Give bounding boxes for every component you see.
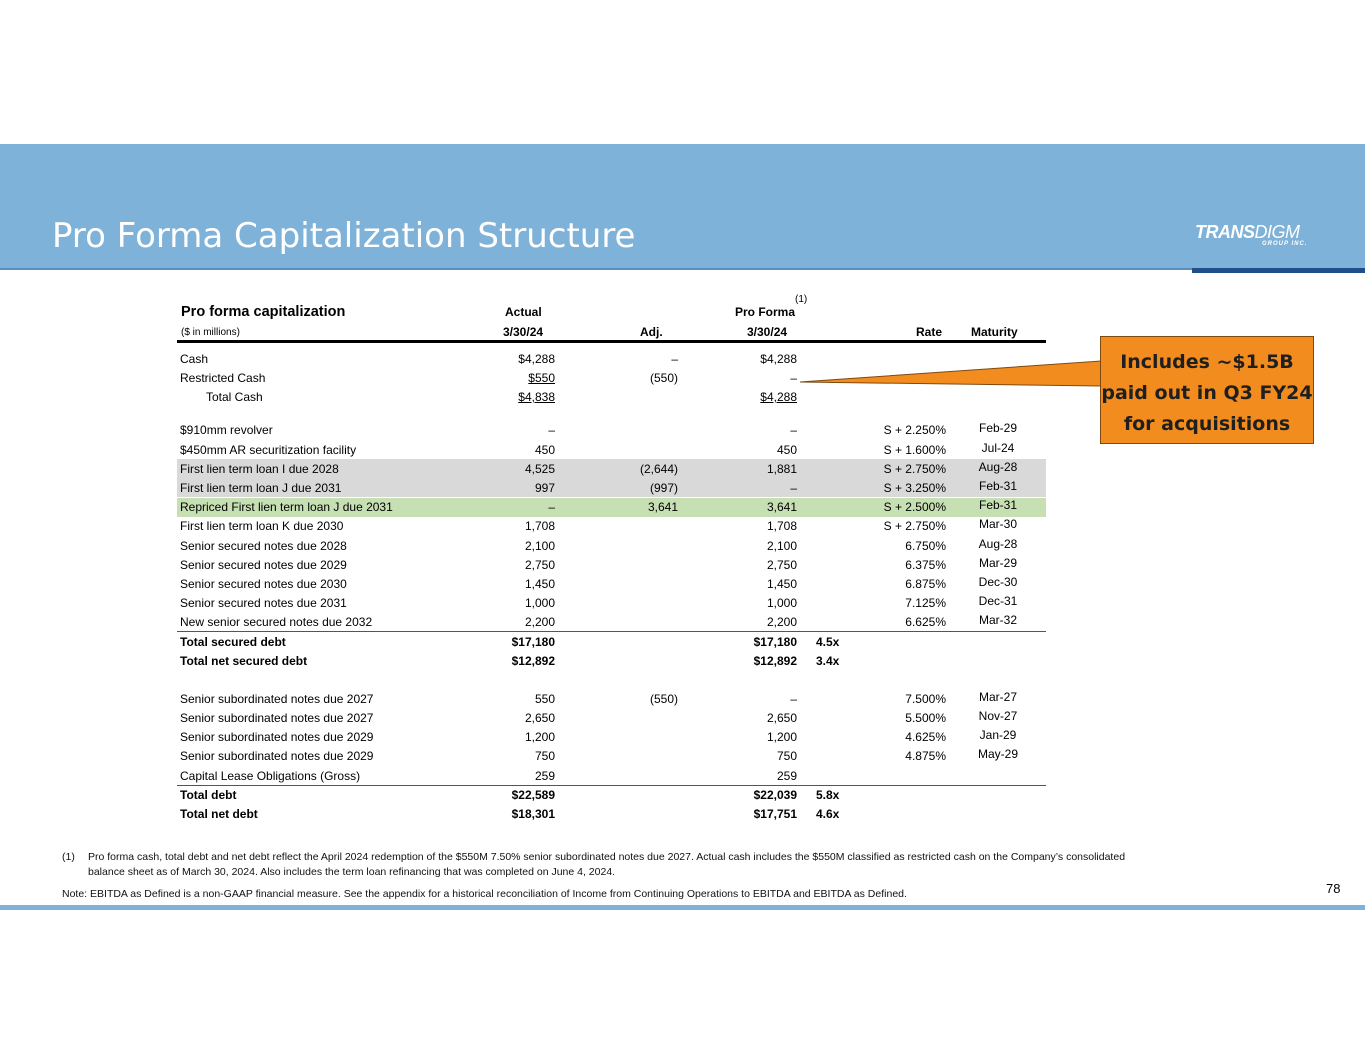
row-rate: 4.625% <box>905 730 946 744</box>
row-multiple: 5.8x <box>816 788 840 802</box>
row-maturity: Mar-29 <box>978 556 1017 570</box>
row-label: Total net debt <box>180 807 258 821</box>
row-rate: 5.500% <box>905 711 946 725</box>
acquisitions-callout <box>1100 336 1314 444</box>
row-maturity: Dec-30 <box>978 575 1018 589</box>
row-actual: 2,100 <box>524 539 555 553</box>
col-header-proforma-date: 3/30/24 <box>747 325 788 339</box>
row-label: Senior secured notes due 2030 <box>180 577 347 591</box>
row-label: Senior subordinated notes due 2029 <box>180 730 374 744</box>
row-maturity: Nov-27 <box>978 709 1018 723</box>
col-header-proforma: Pro Forma <box>735 305 796 319</box>
col-header-rate: Rate <box>916 325 943 339</box>
callout-line-1: Includes ~$1.5B <box>1120 351 1294 373</box>
row-label: First lien term loan K due 2030 <box>180 519 344 533</box>
row-label: Senior secured notes due 2028 <box>180 539 347 553</box>
row-actual: $4,838 <box>518 390 555 404</box>
row-actual: $550 <box>528 371 555 385</box>
row-maturity: Mar-30 <box>978 517 1017 531</box>
row-maturity: Feb-31 <box>978 479 1018 493</box>
row-proforma: 750 <box>776 749 797 763</box>
row-proforma: $12,892 <box>753 654 797 668</box>
row-actual: $4,288 <box>518 352 555 366</box>
row-actual: 259 <box>534 769 555 783</box>
row-label: Senior subordinated notes due 2027 <box>180 711 374 725</box>
row-label: Capital Lease Obligations (Gross) <box>180 769 361 783</box>
row-label: Senior subordinated notes due 2029 <box>180 749 374 763</box>
row-maturity: Jul-24 <box>981 441 1015 455</box>
row-maturity: Feb-31 <box>978 498 1018 512</box>
row-label: Senior subordinated notes due 2027 <box>180 692 374 706</box>
row-rate: 6.625% <box>905 615 946 629</box>
row-actual: 1,708 <box>524 519 555 533</box>
subtotal-rule-total <box>177 785 1046 786</box>
row-multiple: 4.6x <box>816 807 840 821</box>
row-label: Restricted Cash <box>180 371 266 385</box>
row-label: Total net secured debt <box>180 654 308 668</box>
row-actual: 1,450 <box>524 577 555 591</box>
footnote-1-line-1: Pro forma cash, total debt and net debt reflect the April 2024 redemption of the $550M 7.50% senior subordinated notes due 2027. Actual cash includes the $550M classified as restricted cash on the Company’s consolidated <box>88 851 1126 863</box>
row-adj: 3,641 <box>647 500 678 514</box>
callout-line-2: paid out in Q3 FY24 <box>1101 382 1313 404</box>
row-proforma: 2,100 <box>766 539 797 553</box>
row-proforma: 259 <box>776 769 797 783</box>
row-label: Senior secured notes due 2029 <box>180 558 347 572</box>
row-label: $450mm AR securitization facility <box>180 443 357 457</box>
row-rate: 6.375% <box>905 558 946 572</box>
units-label: ($ in millions) <box>181 327 240 338</box>
row-rate: S + 2.750% <box>883 462 946 476</box>
row-proforma: – <box>790 423 797 437</box>
row-maturity: Dec-31 <box>978 594 1018 608</box>
footnote-marker: (1) <box>62 851 75 863</box>
row-actual: $12,892 <box>511 654 555 668</box>
row-proforma: – <box>790 692 797 706</box>
row-proforma: $4,288 <box>760 390 797 404</box>
row-rate: 4.875% <box>905 749 946 763</box>
page-number: 78 <box>1326 881 1341 896</box>
row-actual: 2,750 <box>524 558 555 572</box>
row-proforma: – <box>790 371 797 385</box>
row-actual: $22,589 <box>511 788 555 802</box>
footnote-1-line-2: balance sheet as of March 30, 2024. Also includes the term loan refinancing that was completed on June 4, 2024. <box>88 866 616 878</box>
row-actual: 1,200 <box>524 730 555 744</box>
row-proforma: $17,751 <box>753 807 797 821</box>
row-actual: 450 <box>534 443 555 457</box>
col-header-actual: Actual <box>505 305 542 319</box>
logo-text-thin: DIGM <box>1254 222 1300 242</box>
row-rate: S + 2.250% <box>883 423 946 437</box>
row-proforma: 450 <box>776 443 797 457</box>
row-label: $910mm revolver <box>180 423 273 437</box>
row-label: Cash <box>180 352 209 366</box>
row-actual: 1,000 <box>524 596 555 610</box>
row-proforma: 1,200 <box>766 730 797 744</box>
row-label: First lien term loan J due 2031 <box>180 481 342 495</box>
header-rule <box>177 340 1046 343</box>
col-header-adj: Adj. <box>640 325 663 339</box>
row-rate: 7.500% <box>905 692 946 706</box>
table-title: Pro forma capitalization <box>181 304 346 320</box>
row-proforma: $22,039 <box>753 788 797 802</box>
col-header-actual-date: 3/30/24 <box>503 325 544 339</box>
row-adj: – <box>671 352 678 366</box>
row-proforma: $17,180 <box>753 635 797 649</box>
row-label: Total secured debt <box>180 635 286 649</box>
row-rate: S + 1.600% <box>883 443 946 457</box>
row-label: Senior secured notes due 2031 <box>180 596 347 610</box>
row-maturity: Aug-28 <box>978 460 1018 474</box>
page-title: Pro Forma Capitalization Structure <box>52 216 636 256</box>
row-maturity: Mar-27 <box>978 690 1017 704</box>
row-rate: 6.875% <box>905 577 946 591</box>
row-rate: S + 2.750% <box>883 519 946 533</box>
row-proforma: – <box>790 481 797 495</box>
row-label: Total Cash <box>206 390 263 404</box>
row-proforma: 2,750 <box>766 558 797 572</box>
ebitda-note: Note: EBITDA as Defined is a non-GAAP financial measure. See the appendix for a historical reconciliation of Income from Continuing Operations to EBITDA and EBITDA as Defined. <box>62 888 907 900</box>
row-label: Total debt <box>180 788 237 802</box>
row-proforma: 3,641 <box>766 500 797 514</box>
row-adj: (550) <box>649 371 678 385</box>
row-multiple: 3.4x <box>816 654 840 668</box>
row-actual: 2,650 <box>524 711 555 725</box>
row-maturity: Aug-28 <box>978 537 1018 551</box>
row-proforma: 1,000 <box>766 596 797 610</box>
row-actual: $18,301 <box>511 807 555 821</box>
row-proforma: 2,200 <box>766 615 797 629</box>
row-actual: 550 <box>534 692 555 706</box>
row-maturity: Feb-29 <box>978 421 1018 435</box>
row-proforma: $4,288 <box>760 352 797 366</box>
row-maturity: Jan-29 <box>979 728 1017 742</box>
row-proforma: 1,708 <box>766 519 797 533</box>
row-proforma: 1,450 <box>766 577 797 591</box>
row-actual: 750 <box>534 749 555 763</box>
row-adj: (2,644) <box>639 462 678 476</box>
row-actual: 4,525 <box>524 462 555 476</box>
row-actual: 2,200 <box>524 615 555 629</box>
callout-line-3: for acquisitions <box>1123 413 1291 435</box>
row-adj: (550) <box>649 692 678 706</box>
logo-subtitle: GROUP INC. <box>1262 241 1308 247</box>
row-actual: $17,180 <box>511 635 555 649</box>
subtotal-rule-secured <box>177 631 1046 632</box>
row-proforma: 1,881 <box>766 462 797 476</box>
row-label: First lien term loan I due 2028 <box>180 462 339 476</box>
logo-text-bold: TRANS <box>1195 222 1255 242</box>
row-adj: (997) <box>649 481 678 495</box>
row-actual: – <box>548 500 555 514</box>
row-actual: – <box>548 423 555 437</box>
row-rate: 7.125% <box>905 596 946 610</box>
row-proforma: 2,650 <box>766 711 797 725</box>
row-rate: S + 3.250% <box>883 481 946 495</box>
col-header-proforma-note: (1) <box>795 294 808 305</box>
row-rate: 6.750% <box>905 539 946 553</box>
row-label: New senior secured notes due 2032 <box>180 615 373 629</box>
row-label: Repriced First lien term loan J due 2031 <box>180 500 393 514</box>
row-multiple: 4.5x <box>816 635 840 649</box>
footer-bar <box>0 905 1365 910</box>
row-actual: 997 <box>534 481 555 495</box>
row-maturity: May-29 <box>977 747 1018 761</box>
row-maturity: Mar-32 <box>978 613 1017 627</box>
col-header-maturity: Maturity <box>971 325 1018 339</box>
row-rate: S + 2.500% <box>883 500 946 514</box>
